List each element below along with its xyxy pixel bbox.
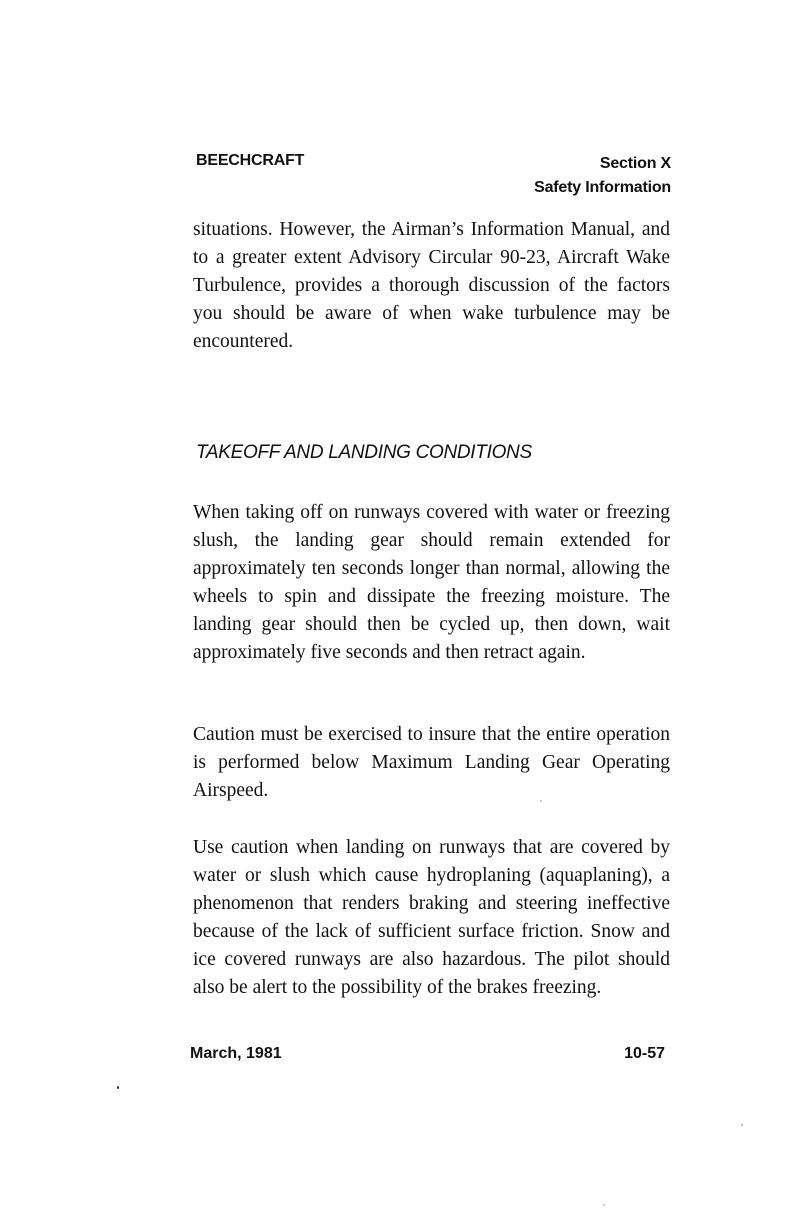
scan-speck	[540, 800, 542, 802]
footer-page-number: 10-57	[624, 1045, 665, 1062]
paragraph-takeoff: When taking off on runways covered with water or freezing slush, the landing gear should remain extended for approximately ten seconds longer than normal, allowing the wheels to spin and dissipate the freezing moisture. The landing gear should then be cycled up, then down, wait approximately five seconds and then retract again.	[193, 502, 670, 663]
header-section-title: Safety Information	[534, 179, 671, 196]
scan-speck	[603, 1204, 605, 1206]
header-brand: BEECHCRAFT	[196, 152, 305, 169]
paragraph-wake-turbulence: situations. However, the Airman’s Information Manual, and to a greater extent Advisory Circular 90-23, Aircraft Wake Turbulence, provides a thorough discussion of the factors you should be aware of when wake turbulence may be encountered.	[193, 219, 670, 352]
paragraph-landing: Use caution when landing on runways that are covered by water or slush which cause hydroplaning (aquaplaning), a phenomenon that renders braking and steering ineffective because of the lack of sufficient surface friction. Snow and ice covered runways are also hazardous. The pilot should also be alert to the possibility of the brakes freezing.	[193, 837, 670, 998]
paragraph-caution: Caution must be exercised to insure that the entire operation is performed below Maximum Landing Gear Operating Airspeed.	[193, 724, 670, 801]
section-heading: TAKEOFF AND LANDING CONDITIONS	[196, 442, 532, 463]
header-section: Section X	[599, 155, 671, 172]
scan-speck	[117, 1086, 119, 1089]
scan-speck	[741, 1124, 743, 1126]
header-section-block	[534, 152, 671, 200]
footer-date: March, 1981	[190, 1045, 282, 1062]
